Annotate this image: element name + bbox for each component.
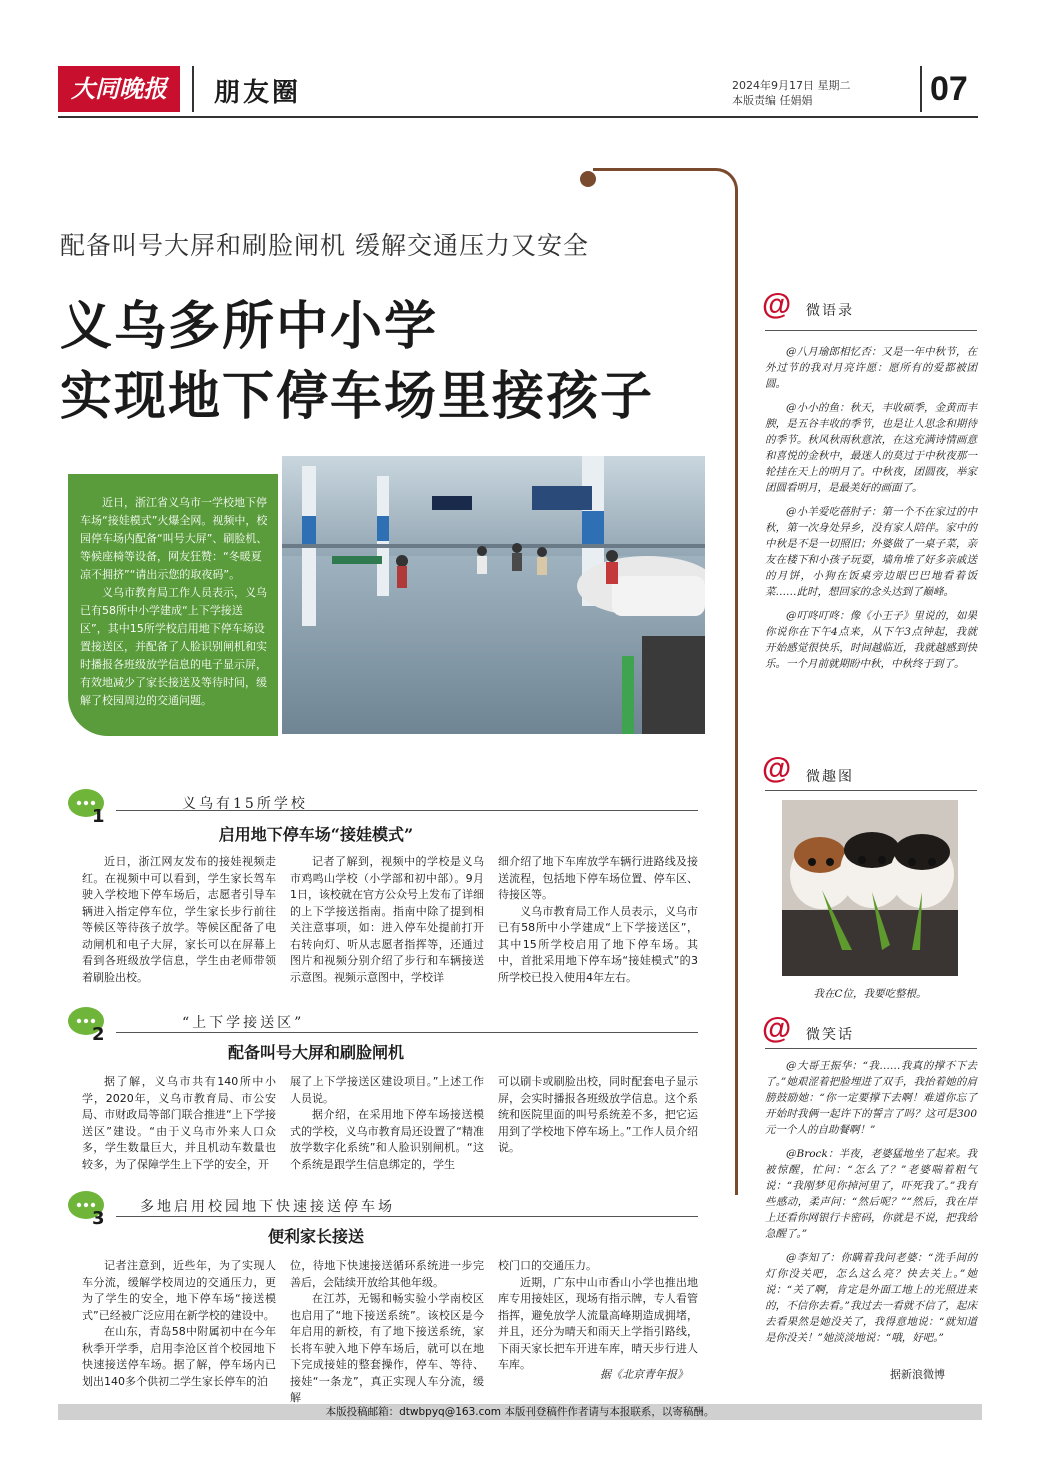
paragraph: 据介绍，在采用地下停车场接送模式的学校，义乌市教育局还设置了“精准放学数字化系统”和人脸识别闸机。“这个系统是跟学生信息绑定的，学生 (290, 1108, 484, 1171)
article-column (498, 1074, 698, 1157)
article-column (290, 1258, 484, 1407)
joke-item: @李知了：你瞒着我问老婆：“洗手间的灯你没关吧，怎么这么亮？快去关上。”她说：“关了啊，肯定是外面工地上的光照进来的，不信你去看。”我过去一看就不信了，起床去看果然是她没关了，我得意地说：“就知道是你没关！”她淡淡地说：“哦，好吧。” (765, 1252, 977, 1344)
article-column (82, 854, 276, 986)
sidebar-rule (765, 1048, 977, 1049)
sidebar-fun-title: 微趣图 (806, 769, 854, 785)
sidebar-jokes (765, 1058, 977, 1354)
masthead-divider (920, 66, 922, 112)
page-number: 07 (930, 70, 968, 108)
sidebar-quotes-title: 微语录 (806, 303, 854, 319)
paragraph: 近期，广东中山市香山小学也推出地库专用接娃区，现场有指示牌，专人看管指挥，避免放学人流量高峰期造成拥堵，并且，还分为晴天和雨天上学指引路线，下雨天家长把车开进车库，晴天步行进人车库。 (498, 1275, 698, 1371)
quote-item: @八月瑜郎相忆否：又是一年中秋节，在外过节的我对月亮许愿：愿所有的爱都被团圆。 (765, 346, 977, 390)
section-number: 1 (92, 806, 105, 827)
paragraph: 在江苏，无锡和畅实验小学南校区也启用了“地下接送系统”。该校区是今年启用的新校，有了地下接送系统，家长将车驶入地下停车场后，就可以在地下完成接娃的整套操作，停车、等待、接娃“一条龙”，真正实现人车分流，缓解 (290, 1292, 484, 1404)
section-title: 朋友圈 (214, 78, 302, 108)
parking-garage-illustration (282, 456, 705, 734)
article-column (82, 1074, 276, 1173)
at-sign-icon: @ (762, 1012, 792, 1045)
section-kicker: “上下学接送区” (182, 1015, 305, 1031)
decorative-line (735, 190, 738, 1195)
sidebar-rule (765, 330, 977, 331)
paragraph: 校门口的交通压力。 (498, 1259, 597, 1272)
masthead-rule (58, 116, 978, 118)
section-number: 2 (92, 1024, 105, 1045)
quote-item: @叮咚叮咚：像《小王子》里说的，如果你说你在下午4点来，从下午3点钟起，我就开始感觉很快乐，时间越临近，我就越感到快乐。一个月前就期盼中秋，中秋终于到了。 (765, 610, 977, 670)
paragraph: 义乌市教育局工作人员表示，义乌市已有58所中小学建成“上下学接送区”，其中15所学校启用了地下停车场。其中，首批采用地下停车场“接娃模式”的3所学校已投入使用4年左右。 (498, 904, 698, 984)
section-heading: 启用地下停车场“接娃模式” (218, 825, 414, 844)
paragraph: 据了解，义乌市共有140所中小学，2020年，义乌市教育局、市公安局、市财政局等部门联合推进“上下学接送区”建设。“由于义乌市外来人口众多，学生数量巨大，并且机动车数量也较多，为了保障学生上下学的安全，开 (82, 1075, 276, 1171)
guinea-pigs-photo (782, 800, 958, 976)
intro-paragraph: 近日，浙江省义乌市一学校地下停车场“接娃模式”火爆全网。视频中，校园停车场内配备“叫号大屏”、刷脸机、等候座椅等设备，网友狂赞：“冬暖夏凉不拥挤”“请出示您的取夜码”。 (80, 496, 268, 581)
section-rule (116, 1216, 698, 1217)
masthead-divider (192, 66, 194, 112)
guinea-pigs-illustration (782, 800, 958, 976)
quote-item: @小羊爱吃蓓肘子：第一个不在家过的中秋，第一次身处异乡，没有家人陪伴。家中的中秋是不是一切照旧；外婆做了一桌子菜，亲友在楼下和小孩子玩耍，墙角堆了好多亲戚送的月饼，小狗在饭桌旁边眼巴巴地看着饭菜……此时，想回家的念头达到了巅峰。 (765, 506, 977, 598)
article-headline (60, 292, 654, 432)
decorative-curve (593, 168, 738, 192)
paragraph: 细介绍了地下车库放学车辆行进路线及接送流程，包括地下停车场位置、停车区、待接区等。 (498, 855, 698, 901)
intro-box (68, 474, 278, 736)
paragraph: 记者了解到，视频中的学校是义乌市鸡鸣山学校（小学部和初中部）。9月1日，该校就在官方公众号上发布了详细的上下学接送指南。指南中除了提到相关注意事项，如：进入停车处提前打开右转向灯、听从志愿者指挥等，还通过图片和视频分别介绍了步行和车辆接送示意图。视频示意图中，学校详 (290, 855, 484, 984)
footer-bar: 本版投稿邮箱：dtwbpyq@163.com 本版刊登稿件作者请与本报联系，以寄稿酬。 (58, 1404, 982, 1420)
paragraph: 在山东，青岛58中附属初中在今年秋季开学季，启用李沧区首个校园地下快速接送停车场。据了解，停车场内已划出140多个供初二学生家长停车的泊 (82, 1325, 276, 1388)
paragraph: 近日，浙江网友发布的接娃视频走红。在视频中可以看到，学生家长驾车驶入学校地下停车场后，志愿者引导车辆进入指定停车位，学生家长步行前往等候区等待孩子放学。等候区配备了电动闸机和电子大屏，家长可以在屏幕上看到各班级放学信息，学生由老师带领着刷脸出校。 (82, 855, 276, 984)
jokes-source: 据新浪微博 (890, 1368, 945, 1381)
at-sign-icon: @ (762, 752, 792, 785)
section-kicker: 义乌有15所学校 (182, 796, 308, 812)
article-column (498, 1258, 698, 1374)
sidebar-jokes-title: 微笑话 (806, 1027, 854, 1043)
issue-editor: 本版责编 任娟娟 (732, 94, 813, 107)
article-column (498, 854, 698, 986)
article-source: 据《北京青年报》 (600, 1368, 688, 1381)
decorative-dot (580, 171, 596, 187)
headline-line-2: 实现地下停车场里接孩子 (60, 366, 655, 427)
section-rule (116, 1032, 698, 1033)
article-column (82, 1258, 276, 1390)
newspaper-logo: 大同晚报 (58, 66, 180, 112)
section-heading: 便利家长接送 (267, 1227, 364, 1246)
quote-item: @小小的鱼：秋天，丰收硕季，金黄而丰腴，是五谷丰收的季节，也是让人思念和期待的季节。秋风秋雨秋意浓，在这充满诗情画意和喜悦的金秋中，最迷人的莫过于中秋夜那一轮挂在天上的明月了。中秋夜，团圆夜，举家团圆看明月，是最美好的画面了。 (765, 402, 977, 494)
article-column (290, 854, 484, 986)
issue-info (732, 78, 851, 108)
headline-line-1: 义乌多所中小学 (60, 296, 439, 357)
article-column (290, 1074, 484, 1173)
parking-garage-photo (282, 456, 705, 734)
paragraph: 展了上下学接送区建设项目。”上述工作人员说。 (290, 1075, 484, 1105)
sidebar-rule (765, 790, 977, 791)
intro-paragraph: 义乌市教育局工作人员表示，义乌已有58所中小学建成“上下学接送区”，其中15所学校启用地下停车场设置接送区，并配备了人脸识别闸机和实时播报各班级放学信息的电子显示屏，有效地减少了家长接送及等待时间，缓解了校园周边的交通问题。 (80, 586, 267, 707)
issue-date: 2024年9月17日 星期二 (732, 79, 851, 92)
article-subtitle: 配备叫号大屏和刷脸闸机 缓解交通压力又安全 (60, 231, 589, 260)
paragraph: 记者注意到，近些年，为了实现人车分流，缓解学校周边的交通压力，更为了学生的安全，地下停车场“接送模式”已经被广泛应用在新学校的建设中。 (82, 1259, 276, 1322)
paragraph: 位，待地下快速接送循环系统进一步完善后，会陆续开放给其他年级。 (290, 1259, 484, 1289)
sidebar-quotes (765, 344, 977, 680)
joke-item: @大哥王振华：“我……我真的撑不下去了。”她艰涩着把脸埋进了双手，我抬着她的肩膀鼓励她：“你一定要撑下去啊！难道你忘了开始时我俩一起许下的誓言了吗？这可是300元一个人的自助餐啊！” (765, 1060, 977, 1136)
section-number: 3 (92, 1208, 105, 1229)
section-heading: 配备叫号大屏和刷脸闸机 (227, 1043, 404, 1062)
paragraph: 可以刷卡或刷脸出校，同时配套电子显示屏，会实时播报各班级放学信息。这个系统和医院里面的叫号系统差不多，把它运用到了学校地下停车场上。”工作人员介绍说。 (498, 1075, 698, 1154)
joke-item: @Brock：半夜，老婆猛地坐了起来。我被惊醒，忙问：“怎么了？”老婆喘着粗气说：“我刚梦见你掉河里了，吓死我了。”我有些感动，柔声问：“然后呢？”“然后，我在岸上还看你网银行卡密码，你就是不说，把我给急醒了。” (765, 1148, 977, 1240)
photo-caption: 我在C位，我要吃整根。 (813, 988, 927, 1000)
section-kicker: 多地启用校园地下快速接送停车场 (140, 1199, 395, 1215)
at-sign-icon: @ (762, 288, 792, 321)
